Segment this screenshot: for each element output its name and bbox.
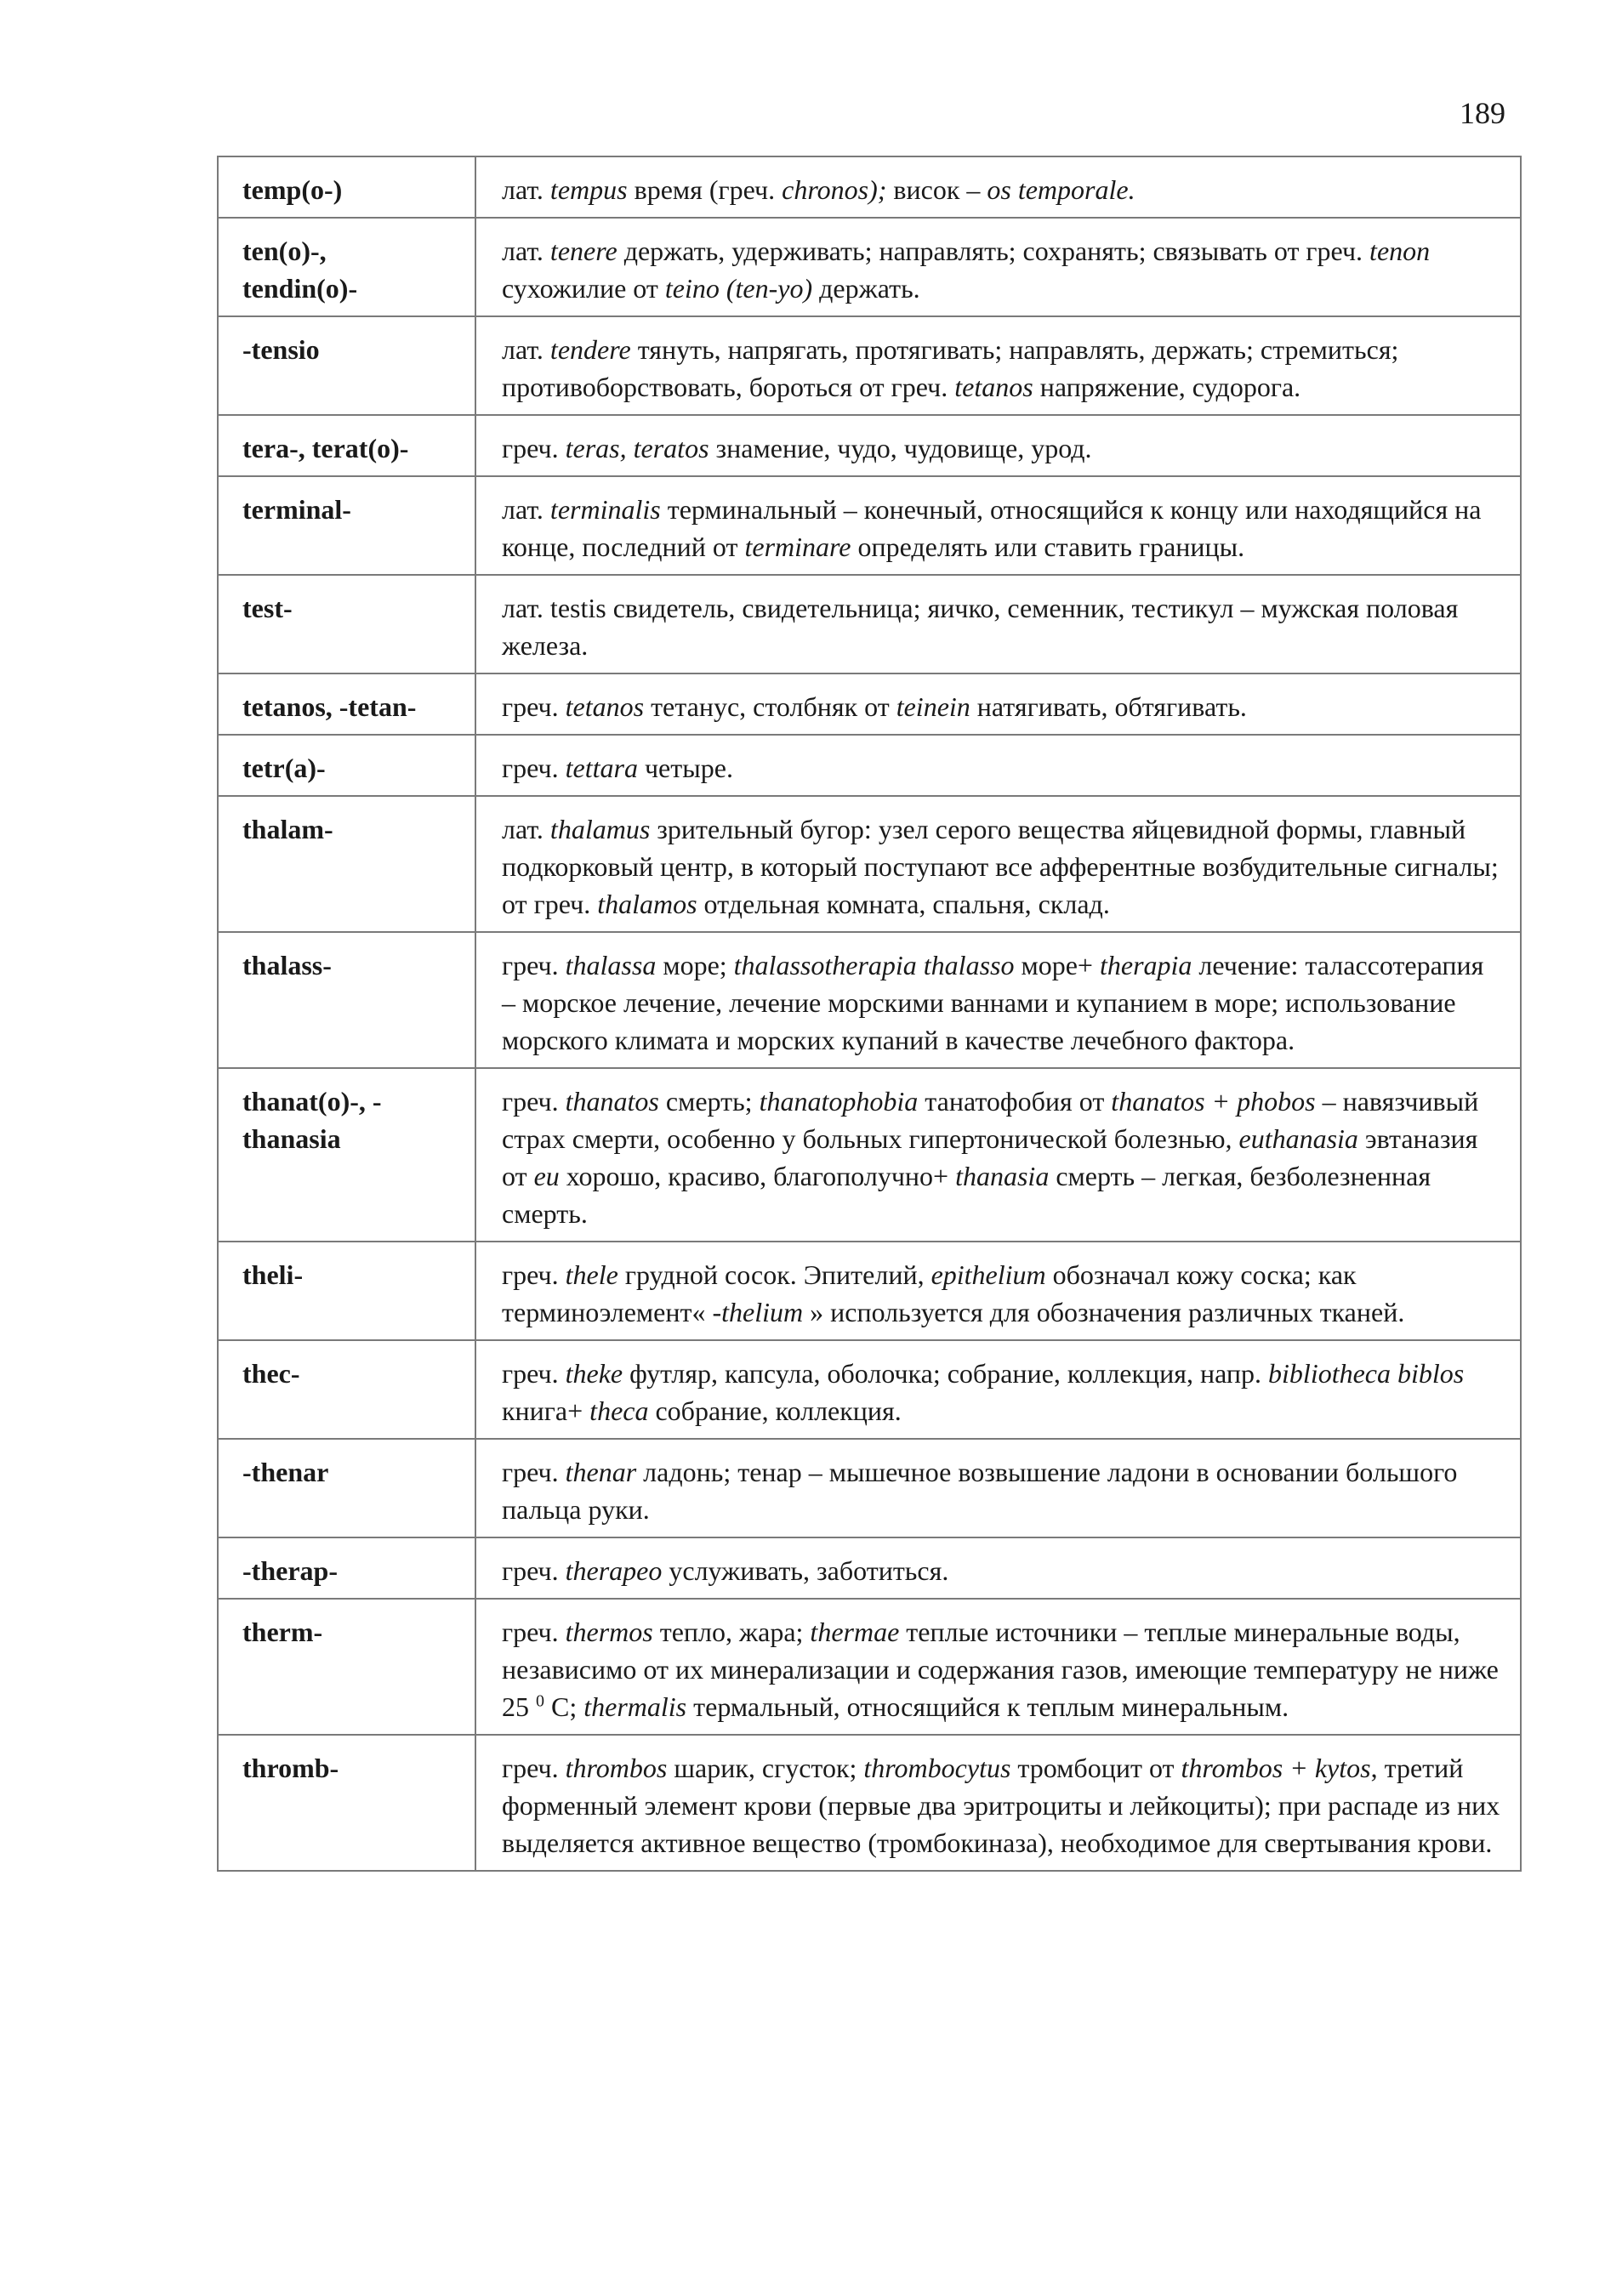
definition-text: лат. (502, 494, 550, 525)
definition-text: тетанус, столбняк от (644, 691, 896, 722)
table-row (218, 476, 1521, 575)
definition-cell (475, 316, 1521, 415)
term-cell: thec- (218, 1340, 475, 1439)
definition-text: – навязчивый страх смерти, особенно у больных гипертонической болезнью (502, 1086, 1479, 1154)
definition-italic-text: tempus (549, 174, 628, 205)
definition-text: напряжение, судорога. (1033, 372, 1301, 402)
table-row (218, 316, 1521, 415)
term-cell: thanat(o)-, - thanasia (218, 1068, 475, 1242)
definition-cell (475, 415, 1521, 476)
definition-cell (475, 1537, 1521, 1599)
definition-text: греч. (502, 1457, 566, 1487)
definition-cell (475, 1439, 1521, 1537)
definition-italic-text: teinein (896, 691, 970, 722)
term-cell: terminal- (218, 476, 475, 575)
definition-text: отдельная комната, спальня, склад. (697, 889, 1110, 919)
definition-italic-text: theke (565, 1358, 623, 1389)
term-table-body (218, 156, 1521, 1871)
definition-text: хорошо, красиво, благополучно+ (559, 1161, 956, 1191)
definition-cell (475, 1068, 1521, 1242)
definition-italic-text: tetanos (954, 372, 1033, 402)
definition-italic-text: therapia (1099, 950, 1192, 980)
definition-cell (475, 796, 1521, 932)
definition-text: море+ (1014, 950, 1100, 980)
definition-text: С; (544, 1691, 584, 1722)
definition-italic-text: tetanos (565, 691, 645, 722)
term-cell: thromb- (218, 1735, 475, 1871)
definition-text: услуживать, заботиться. (662, 1555, 949, 1586)
definition-text: сухожилие от (502, 273, 665, 304)
definition-cell (475, 735, 1521, 796)
definition-text: танатофобия от (918, 1086, 1112, 1117)
definition-text: четыре. (637, 753, 733, 783)
definition-italic-text: teino (ten-yo) (664, 273, 813, 304)
term-cell: test- (218, 575, 475, 673)
definition-italic-text: chronos); (782, 174, 887, 205)
definition-text: лат. (502, 174, 550, 205)
term-cell: therm- (218, 1599, 475, 1735)
table-row (218, 218, 1521, 316)
definition-cell (475, 1735, 1521, 1871)
term-cell: theli- (218, 1242, 475, 1340)
definition-text: лечение: талассотерапия – морское лечение, лечение морскими ваннами и купанием в море; использование морского климата и морских купаний в качестве лечебного фактора. (502, 950, 1484, 1055)
definition-italic-text: therapeo (565, 1555, 663, 1586)
term-cell: tetr(a)- (218, 735, 475, 796)
term-cell: tera-, terat(o)- (218, 415, 475, 476)
definition-cell (475, 218, 1521, 316)
table-row (218, 1242, 1521, 1340)
definition-italic-text: thanatos + phobos (1111, 1086, 1316, 1117)
definition-cell (475, 156, 1521, 218)
definition-text: держать, удерживать; направлять; сохранять; связывать от греч. (617, 236, 1370, 266)
definition-cell (475, 575, 1521, 673)
table-row (218, 156, 1521, 218)
table-row (218, 415, 1521, 476)
definition-italic-text: -thelium (712, 1297, 804, 1327)
definition-text: греч. (502, 1358, 566, 1389)
definition-text: греч. (502, 1259, 566, 1290)
definition-text: лат. testis свидетель, свидетельница; яичко, семенник, тестикул – мужская половая железа. (502, 593, 1459, 661)
definition-text: греч. (502, 950, 566, 980)
definition-text: лат. (502, 334, 550, 365)
definition-text: тромбоцит от (1010, 1753, 1181, 1783)
term-cell: -tensio (218, 316, 475, 415)
definition-text: грудной сосок. Эпителий, (617, 1259, 931, 1290)
definition-cell (475, 1242, 1521, 1340)
definition-text: зрительный бугор: узел серого вещества яйцевидной формы, главный подкорковый центр, в который поступают все афферентные возбудительные сигналы; от греч. (502, 814, 1499, 919)
table-row (218, 575, 1521, 673)
table-row (218, 673, 1521, 735)
definition-italic-text: terminalis (549, 494, 661, 525)
definition-text: шарик, сгусток; (667, 1753, 864, 1783)
definition-text: греч. (502, 1555, 566, 1586)
definition-text: греч. (502, 1617, 566, 1647)
definition-text: висок – (886, 174, 987, 205)
definition-text: теплые источники – теплые минеральные воды, независимо от их минерализации и содержания газов, имеющие температуру не ниже 25 (502, 1617, 1499, 1722)
definition-italic-text: thanatos (565, 1086, 659, 1117)
definition-text: греч. (502, 1086, 566, 1117)
definition-text: лат. (502, 814, 550, 844)
definition-text: тянуть, напрягать, протягивать; направлять, держать; стремиться; противоборствовать, бороться от греч. (502, 334, 1399, 402)
definition-text: 0 (536, 1691, 544, 1711)
term-cell: -therap- (218, 1537, 475, 1599)
term-cell: ten(o)-, tendin(o)- (218, 218, 475, 316)
definition-italic-text: thanatophobia (759, 1086, 919, 1117)
definition-cell (475, 673, 1521, 735)
definition-text: время (греч. (627, 174, 783, 205)
definition-cell (475, 1599, 1521, 1735)
term-table (217, 156, 1522, 1872)
definition-italic-text: thanasia (955, 1161, 1050, 1191)
table-row (218, 932, 1521, 1068)
definition-italic-text: teras, teratos (565, 433, 709, 463)
definition-text: натягивать, обтягивать. (970, 691, 1247, 722)
definition-text: термальный, относящийся к теплым минеральным. (686, 1691, 1289, 1722)
definition-text: море; (656, 950, 734, 980)
definition-text: футляр, капсула, оболочка; собрание, коллекция, напр. (623, 1358, 1269, 1389)
definition-italic-text: , euthanasia (1225, 1123, 1358, 1154)
definition-italic-text: bibliotheca biblos (1268, 1358, 1465, 1389)
definition-italic-text: thalassa (565, 950, 657, 980)
table-row (218, 1599, 1521, 1735)
table-row (218, 1439, 1521, 1537)
definition-italic-text: tenere (549, 236, 617, 266)
term-cell: thalam- (218, 796, 475, 932)
definition-text: эвтаназия от (502, 1123, 1478, 1191)
definition-italic-text: thrombocytus (863, 1753, 1011, 1783)
page-number: 189 (1460, 96, 1505, 130)
definition-text: » используется для обозначения различных тканей. (803, 1297, 1405, 1327)
definition-italic-text: tettara (565, 753, 638, 783)
definition-cell (475, 1340, 1521, 1439)
definition-text: лат. (502, 236, 550, 266)
term-cell: thalass- (218, 932, 475, 1068)
table-row (218, 1340, 1521, 1439)
definition-cell (475, 932, 1521, 1068)
table-row (218, 1735, 1521, 1871)
definition-italic-text: thalassotherapia thalasso (733, 950, 1015, 980)
term-cell: tetanos, -tetan- (218, 673, 475, 735)
definition-italic-text: thenar (565, 1457, 637, 1487)
definition-text: терминальный – конечный, относящийся к концу или находящийся на конце, последний от (502, 494, 1482, 562)
definition-italic-text: eu (533, 1161, 560, 1191)
definition-italic-text: tendere (549, 334, 631, 365)
table-row (218, 1537, 1521, 1599)
definition-italic-text: epithelium (931, 1259, 1046, 1290)
definition-text: определять или ставить границы. (851, 531, 1245, 562)
definition-text: тепло, жара; (652, 1617, 811, 1647)
definition-text: ладонь; тенар – мышечное возвышение ладони в основании большого пальца руки. (502, 1457, 1458, 1525)
definition-italic-text: thermae (810, 1617, 900, 1647)
definition-italic-text: thermos (565, 1617, 653, 1647)
table-row (218, 796, 1521, 932)
term-cell: temp(o-) (218, 156, 475, 218)
definition-italic-text: thrombos (565, 1753, 668, 1783)
definition-text: греч. (502, 1753, 566, 1783)
definition-text: смерть – легкая, безболезненная смерть. (502, 1161, 1431, 1229)
definition-italic-text: thalamos (597, 889, 697, 919)
definition-text: собрание, коллекция. (648, 1395, 902, 1426)
definition-italic-text: thele (565, 1259, 618, 1290)
definition-text: держать. (812, 273, 920, 304)
definition-text: смерть; (658, 1086, 760, 1117)
definition-text: книга+ (502, 1395, 590, 1426)
definition-italic-text: thermalis (583, 1691, 687, 1722)
definition-italic-text: terminare (744, 531, 851, 562)
definition-text: греч. (502, 753, 566, 783)
definition-cell (475, 476, 1521, 575)
table-row (218, 1068, 1521, 1242)
definition-text: греч. (502, 433, 566, 463)
definition-italic-text: tenon (1369, 236, 1431, 266)
term-cell: -thenar (218, 1439, 475, 1537)
definition-text: , третий форменный элемент крови (первые два эритроциты и лейкоциты); при распаде из них выделяется активное вещество (тромбокиназа), необходимое для свертывания крови. (502, 1753, 1500, 1858)
definition-italic-text: thalamus (549, 814, 651, 844)
definition-italic-text: os temporale. (987, 174, 1135, 205)
table-row (218, 735, 1521, 796)
definition-text: знамение, чудо, чудовище, урод. (709, 433, 1092, 463)
definition-text: обозначал кожу соска; как терминоэлемент« (502, 1259, 1357, 1327)
definition-italic-text: theca (589, 1395, 649, 1426)
definition-italic-text: thrombos + kytos (1181, 1753, 1371, 1783)
definition-text: греч. (502, 691, 566, 722)
